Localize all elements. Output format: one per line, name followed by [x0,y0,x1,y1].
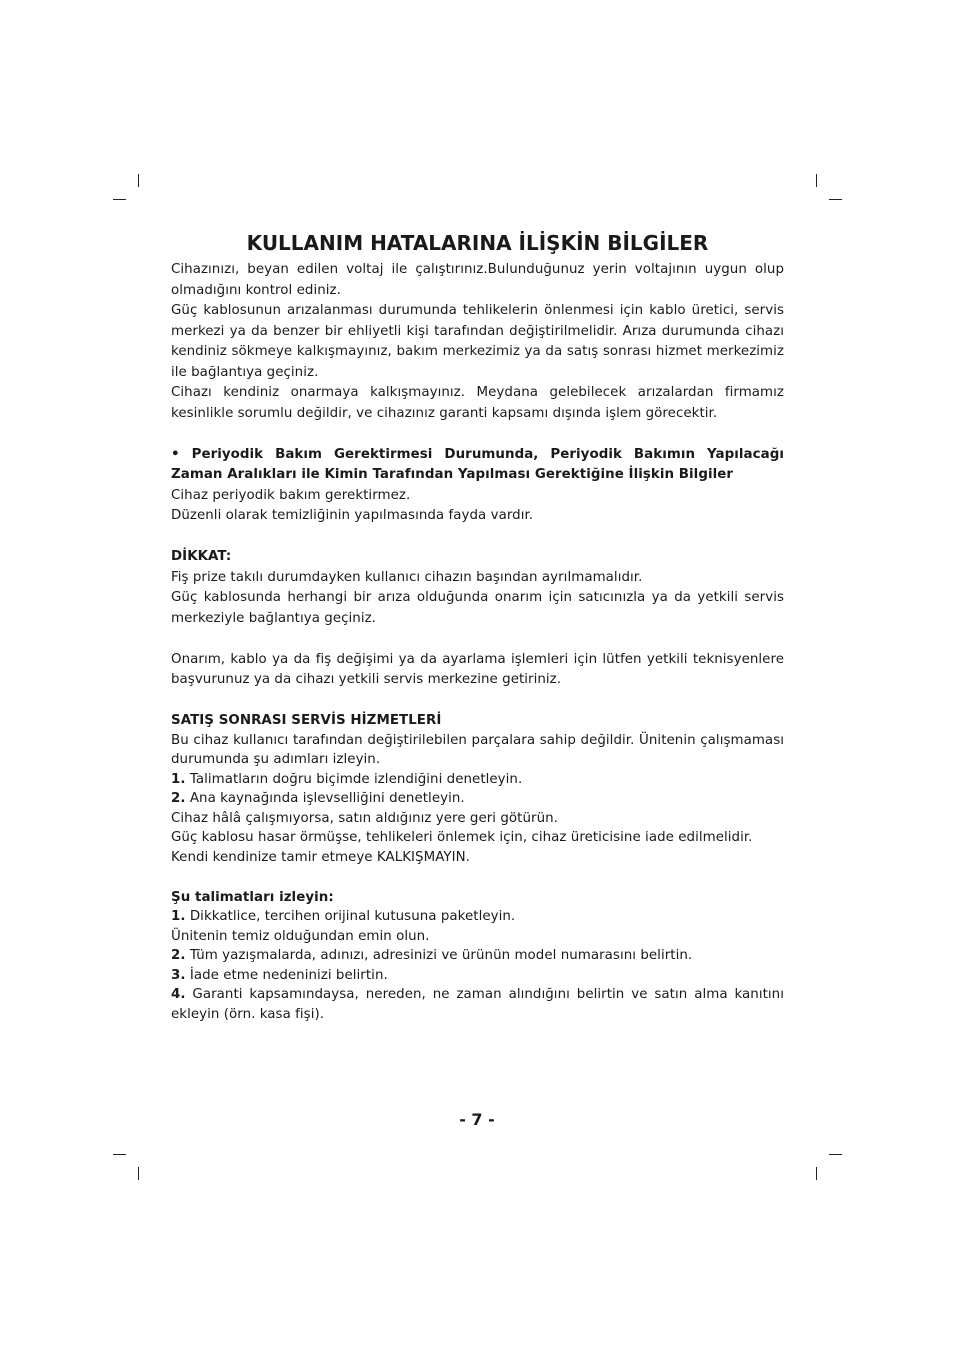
step-number: 1. [171,771,186,787]
step-number: 3. [171,967,186,983]
spacer [171,629,784,650]
instructions-section [171,888,784,1025]
spacer [171,867,784,888]
instruction-step [171,966,784,986]
intro-section [171,260,784,424]
caution-section [171,547,784,691]
step-number: 4. [171,987,186,1002]
maintenance-section [171,445,784,527]
step-number: 2. [171,791,186,806]
maintenance-line: Cihaz periyodik bakım gerektirmez. [171,487,411,503]
caution-line: Fiş prize takılı durumdayken kullanıcı cihazın başından ayrılmamalıdır. [171,569,643,585]
crop-mark-bottom-left-horizontal [113,1154,126,1155]
after-sales-step [171,789,784,809]
step-text: Dikkatlice, tercihen orijinal kutusuna paketleyin. [185,909,516,924]
step-text: Garanti kapsamındaysa, nereden, ne zaman alındığını belirtin ve satın alma kanıtını ekleyin (örn. kasa fişi). [171,987,784,1022]
step-text: İade etme nedeninizi belirtin. [185,967,388,983]
caution-line: Güç kablosunda herhangi bir arıza olduğunda onarım için satıcınızla ya da yetkili servis merkeziyle bağlantıya geçiniz. [171,590,784,626]
crop-mark-top-left-horizontal [113,199,126,200]
after-sales-step [171,770,784,790]
maintenance-line: Düzenli olarak temizliğinin yapılmasında fayda vardır. [171,508,534,523]
crop-mark-top-right-vertical [816,174,817,187]
after-sales-line: Güç kablosu hasar örmüşse, tehlikeleri önlemek için, cihaz üreticisine iade edilmelidir. [171,830,753,845]
after-sales-section [171,711,784,867]
intro-paragraph-voltage: Cihazınızı, beyan edilen voltaj ile çalıştırınız.Bulunduğunuz yerin voltajının uygun olup olmadığını kontrol ediniz. [171,262,784,298]
spacer [171,527,784,548]
intro-paragraph-cable: Güç kablosunun arızalanması durumunda tehlikelerin önlenmesi için kablo üretici, servis merkezi ya da benzer bir ehliyetli kişi tarafından değiştirilmelidir. Arıza durumunda cihazı kendiniz sökmeye kalkışmayınız, bakım merkezimiz ya da satış sonrası hizmet merkezimiz ile bağlantıya geçiniz. [171,303,784,380]
page-title: KULLANIM HATALARINA İLİŞKİN BİLGİLER [246,231,709,255]
after-sales-heading: SATIŞ SONRASI SERVİS HİZMETLERİ [171,713,442,728]
crop-mark-top-right-horizontal [829,199,842,200]
after-sales-intro: Bu cihaz kullanıcı tarafından değiştirilebilen parçalara sahip değildir. Ünitenin çalışmaması durumunda şu adımları izleyin. [171,732,784,767]
instructions-heading: Şu talimatları izleyin: [171,889,334,905]
spacer [171,691,784,712]
step-text: Ana kaynağında işlevselliğini denetleyin. [185,791,465,806]
maintenance-heading: • Periyodik Bakım Gerektirmesi Durumunda, Periyodik Bakımın Yapılacağı Zaman Aralıkları ile Kimin Tarafından Yapılması Gerektiğine İlişkin Bilgiler [171,446,784,482]
instruction-note: Ünitenin temiz olduğundan emin olun. [171,928,430,944]
instruction-step [171,907,784,927]
page-content [171,228,784,1024]
intro-paragraph-repair: Cihazı kendiniz onarmaya kalkışmayınız. Meydana gelebilecek arızalardan firmamız kesinlikle sorumlu değildir, ve cihazınız garanti kapsamı dışında işlem görecektir. [171,385,784,421]
crop-mark-bottom-right-vertical [816,1167,817,1180]
step-number: 1. [171,909,186,924]
step-text: Talimatların doğru biçimde izlendiğini denetleyin. [185,771,523,787]
after-sales-line: Cihaz hâlâ çalışmıyorsa, satın aldığınız yere geri götürün. [171,810,558,826]
caution-heading: DİKKAT: [171,549,232,564]
page-number: - 7 - [459,1110,495,1129]
crop-mark-bottom-right-horizontal [829,1154,842,1155]
caution-extra: Onarım, kablo ya da fiş değişimi ya da ayarlama işlemleri için lütfen yetkili teknisyenlere başvurunuz ya da cihazı yetkili servis merkezine getiriniz. [171,651,784,687]
step-number: 2. [171,948,186,963]
spacer [171,424,784,445]
crop-mark-bottom-left-vertical [138,1167,139,1180]
step-text: Tüm yazışmalarda, adınızı, adresinizi ve ürünün model numarasını belirtin. [185,948,693,963]
after-sales-line: Kendi kendinize tamir etmeye KALKIŞMAYIN. [171,849,470,865]
instruction-step [171,985,784,1024]
instruction-step [171,946,784,966]
crop-mark-top-left-vertical [138,174,139,187]
